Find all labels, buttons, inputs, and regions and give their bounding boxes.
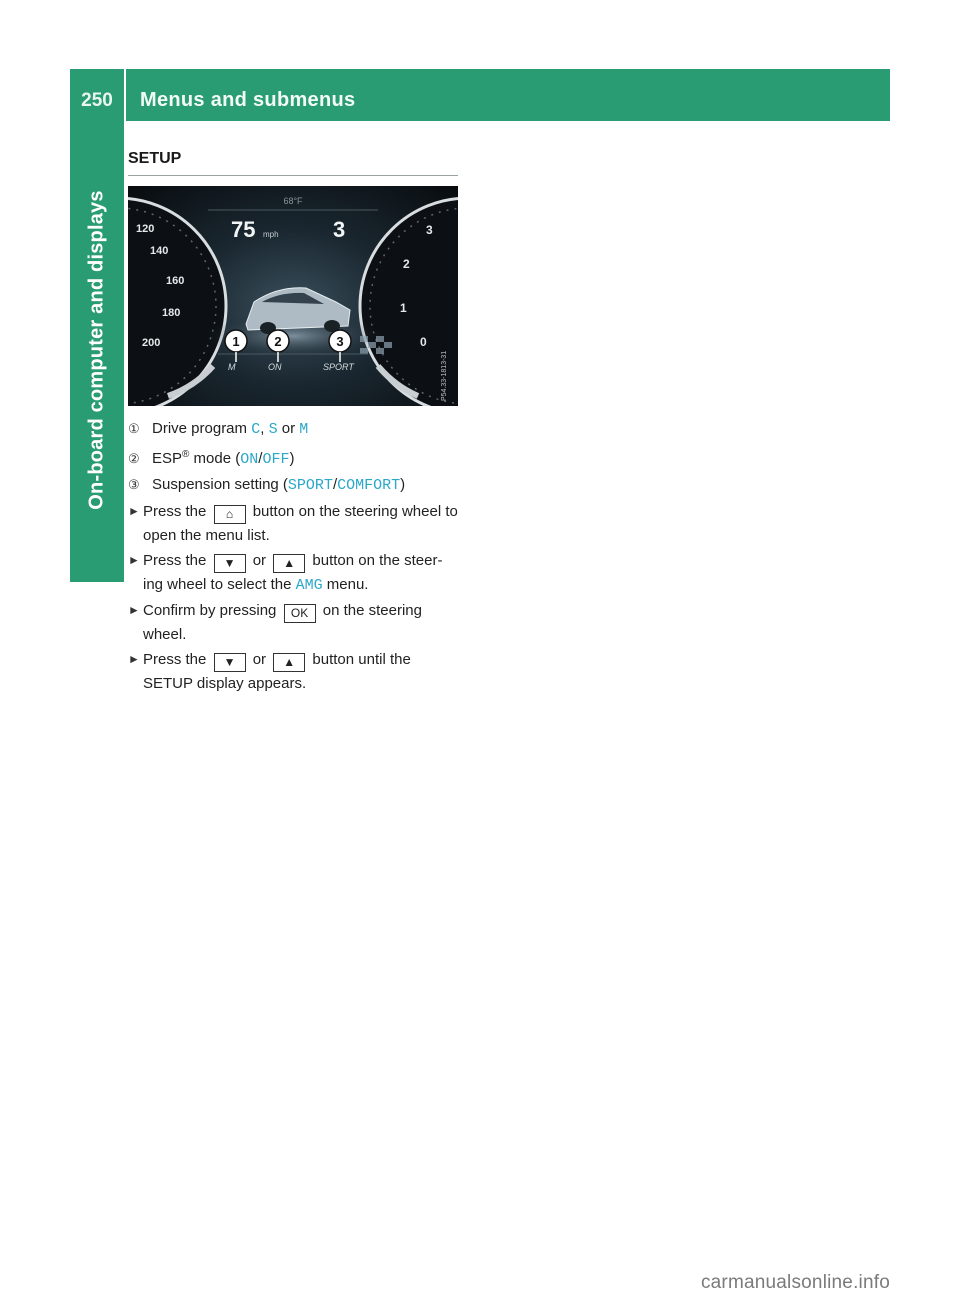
legend-number: ① [128, 421, 140, 436]
step-arrow-icon: ► [128, 603, 140, 617]
legend-item: ③ Suspension setting (SPORT/COMFORT) [128, 472, 458, 498]
temperature-readout: 68°F [283, 196, 303, 206]
right-gauge [360, 198, 458, 406]
gauge-tick: 160 [166, 275, 185, 287]
legend-item: ② ESP® mode (ON/OFF) [128, 442, 458, 472]
car-icon [246, 288, 350, 334]
instrument-cluster-figure [128, 186, 458, 406]
figure-code: P54.33-1813-31 [441, 350, 448, 401]
cluster-illustration [128, 186, 458, 406]
page-header [70, 69, 890, 121]
step-item: ► Confirm by pressing OK on the steering wheel. [128, 599, 458, 646]
home-key-icon: ⌂ [214, 505, 246, 524]
up-key-icon: ▲ [273, 554, 305, 573]
legend-item: ① Drive program C, S or M [128, 416, 458, 442]
step-arrow-icon: ► [128, 504, 140, 518]
step-item: ► Press the ▼ or ▲ button until the SETUP display appears. [128, 648, 458, 695]
left-gauge [128, 198, 226, 406]
code-sport: SPORT [287, 477, 333, 494]
instruction-steps [128, 500, 458, 695]
ok-key-icon: OK [284, 604, 316, 623]
code-amg: AMG [295, 577, 323, 594]
side-tab-label: On-board computer and displays [85, 190, 108, 510]
down-key-icon: ▼ [214, 653, 246, 672]
up-key-icon: ▲ [273, 653, 305, 672]
status-drive-program: M [228, 362, 236, 372]
code-on: ON [240, 451, 259, 468]
callout-2: 2 [274, 334, 282, 349]
gauge-tick: 0 [420, 335, 427, 349]
speed-unit: mph [263, 230, 279, 239]
chapter-title: Menus and submenus [140, 89, 356, 111]
gauge-tick: 1 [400, 301, 407, 315]
section-title: SETUP [128, 150, 458, 176]
step-item: ► Press the ⌂ button on the steering wheel to open the menu list. [128, 500, 458, 547]
code-m: M [299, 421, 309, 438]
gauge-tick: 140 [150, 245, 169, 257]
gauge-tick: 180 [162, 307, 181, 319]
page-number: 250 [81, 90, 113, 111]
legend-number: ③ [128, 477, 140, 492]
watermark: carmanualsonline.info [700, 1272, 890, 1293]
gauge-tick: 2 [403, 257, 410, 271]
code-c: C [251, 421, 261, 438]
figure-legend [128, 416, 458, 498]
legend-number: ② [128, 451, 140, 466]
down-key-icon: ▼ [214, 554, 246, 573]
status-esp: ON [268, 362, 282, 372]
gauge-tick: 120 [136, 223, 155, 235]
step-arrow-icon: ► [128, 553, 140, 567]
callout-1: 1 [232, 334, 240, 349]
main-content [128, 150, 458, 695]
status-suspension: SPORT [323, 362, 354, 372]
step-item: ► Press the ▼ or ▲ button on the steer-ing wheel to select the AMG menu. [128, 549, 458, 597]
code-comfort: COMFORT [337, 477, 401, 494]
step-arrow-icon: ► [128, 652, 140, 666]
speed-readout: 75 [231, 217, 256, 242]
gauge-tick: 200 [142, 337, 161, 349]
gear-readout: 3 [333, 217, 346, 242]
callout-3: 3 [336, 334, 344, 349]
code-s: S [268, 421, 278, 438]
code-off: OFF [262, 451, 290, 468]
gauge-tick: 3 [426, 223, 433, 237]
